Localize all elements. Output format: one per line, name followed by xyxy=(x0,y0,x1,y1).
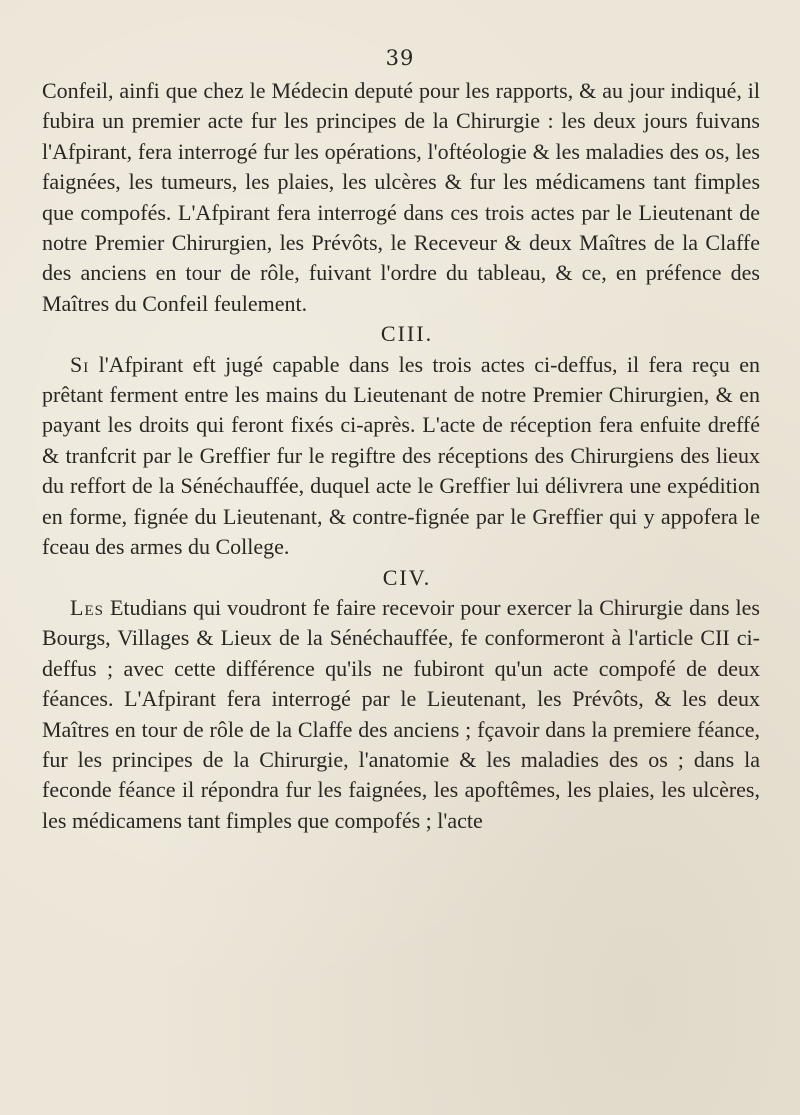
paragraph-lead-word: Si xyxy=(70,351,90,377)
paragraph-continuation xyxy=(42,76,760,319)
article-heading-civ: CIV. xyxy=(382,564,432,590)
paragraph-article-civ xyxy=(42,593,760,836)
paragraph-article-ciii xyxy=(42,350,760,563)
paragraph-lead-word: Les xyxy=(70,594,104,620)
paragraph-text: Confeil, ainfi que chez le Médecin deputé pour les rapports, & au jour indiqué, il fubira un premier acte fur les principes de la Chirurgie : les deux jours fuivans l'Afpirant, fera interrogé fur les opérations, l'oftéologie & les maladies des os, les faignées, les tumeurs, les plaies, les ulcères & fur les médicamens tant fimples que compofés. L'Afpirant fera interrogé dans ces trois actes par le Lieutenant de notre Premier Chirurgien, les Prévôts, le Receveur & deux Maîtres de la Claffe des anciens en tour de rôle, fuivant l'ordre du tableau, & ce, en préfence des Maîtres du Confeil feulement. xyxy=(42,78,760,316)
page-number: 39 xyxy=(385,46,415,70)
text-block xyxy=(42,76,760,836)
article-heading-ciii: CIII. xyxy=(380,321,434,347)
paragraph-text: Etudians qui voudront fe faire recevoir pour exercer la Chirurgie dans les Bourgs, Villages & Lieux de la Sénéchauffée, fe conformeront à l'article CII ci-deffus ; avec cette différence qu'ils ne fubiront qu'un acte compofé de deux féances. L'Afpirant fera interrogé par le Lieutenant, les Prévôts, & les deux Maîtres en tour de rôle de la Claffe des anciens ; fçavoir dans la premiere féance, fur les principes de la Chirurgie, l'anatomie & les maladies des os ; dans la feconde féance il répondra fur les faignées, les apoftêmes, les plaies, les ulcères, les médicamens tant fimples que compofés ; l'acte xyxy=(42,594,760,833)
paragraph-text: l'Afpirant eft jugé capable dans les trois actes ci-deffus, il fera reçu en prêtant ferment entre les mains du Lieutenant de notre Premier Chirurgien, & en payant les droits qui feront fixés ci-après. L'acte de réception fera enfuite dreffé & tranfcrit par le Greffier fur le regiftre des réceptions des Chirurgiens des lieux du reffort de la Sénéchauffée, duquel acte le Greffier lui délivrera une expédition en forme, fignée du Lieutenant, & contre-fignée par le Greffier qui y appofera le fceau des armes du College. xyxy=(42,351,760,560)
